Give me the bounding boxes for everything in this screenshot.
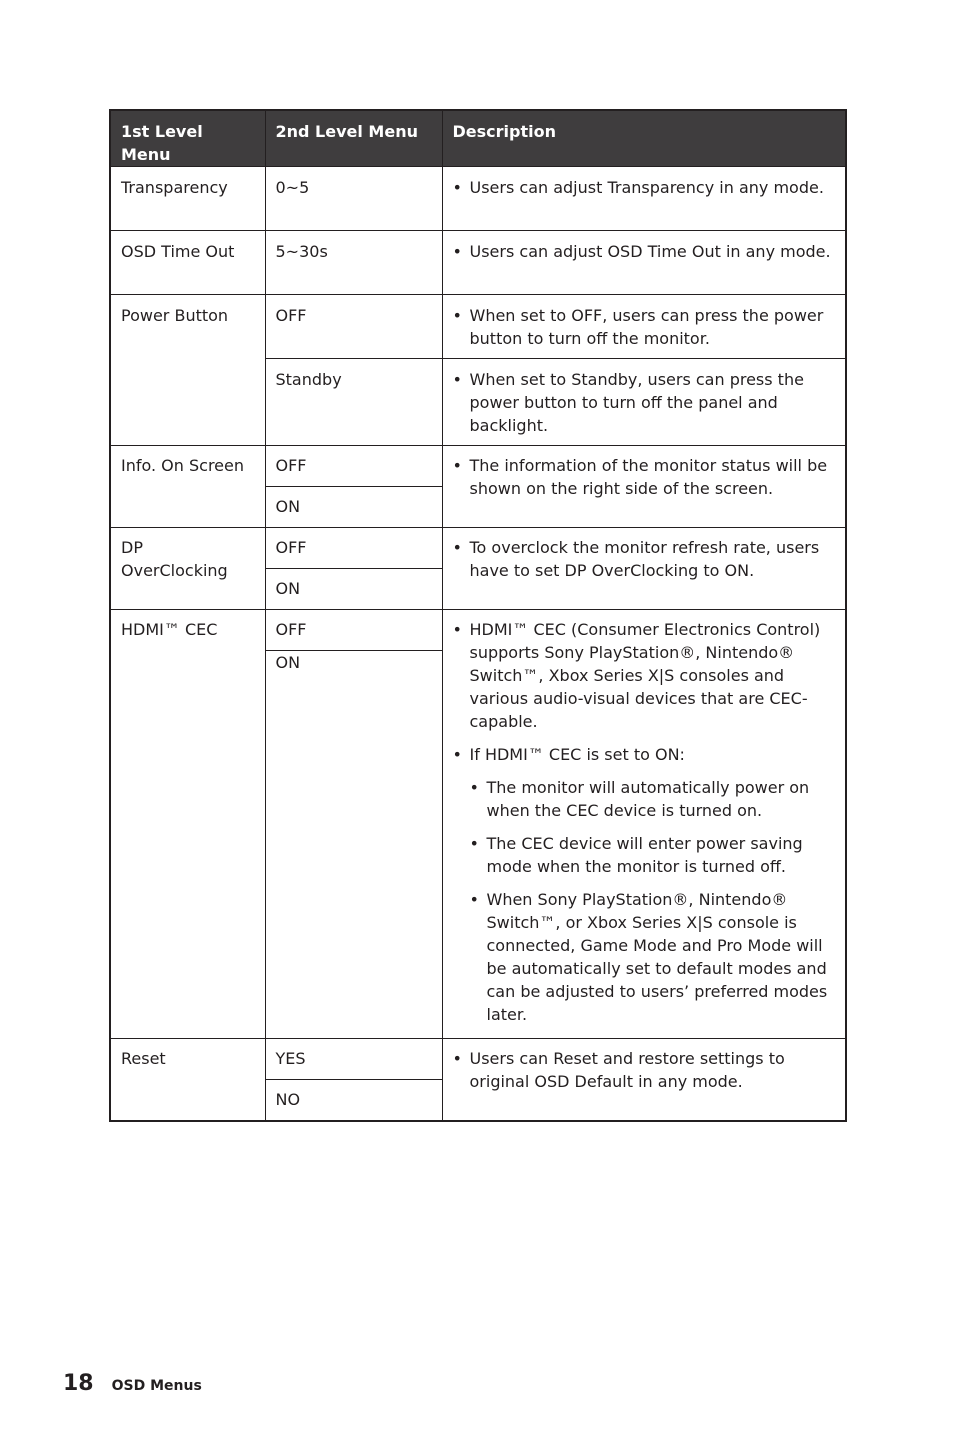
table-row-power-button-off [110, 295, 846, 359]
option-cell: ON [265, 487, 442, 528]
header-1st-level: 1st Level Menu [110, 110, 265, 167]
table-row-osd-time-out [110, 231, 846, 295]
description-cell [442, 610, 846, 1039]
description-cell [442, 231, 846, 295]
option-cell: OFF [265, 528, 442, 569]
page-footer [63, 1371, 202, 1396]
description-bullet: • When set to Standby, users can press the power button to turn off the panel and backlight. [453, 368, 836, 437]
description-cell [442, 167, 846, 231]
option-cell: 5~30s [265, 231, 442, 295]
description-bullet: • Users can adjust Transparency in any mode. [453, 176, 836, 199]
option-cell: ON [265, 651, 442, 1039]
option-cell: 0~5 [265, 167, 442, 231]
header-2nd-level: 2nd Level Menu [265, 110, 442, 167]
sub-bullet-list [470, 776, 836, 1026]
menu-cell: Reset [110, 1039, 265, 1121]
description-bullet-text: If HDMI™ CEC is set to ON: [469, 745, 685, 764]
menu-cell: OSD Time Out [110, 231, 265, 295]
option-cell: OFF [265, 446, 442, 487]
option-cell: NO [265, 1080, 442, 1121]
page-number: 18 [63, 1371, 94, 1396]
description-cell [442, 359, 846, 446]
table-row-dp-overclocking-off [110, 528, 846, 569]
section-title: OSD Menus [111, 1378, 202, 1394]
table-header-row [110, 110, 846, 167]
menu-cell: Transparency [110, 167, 265, 231]
option-cell: ON [265, 569, 442, 610]
table-row-transparency [110, 167, 846, 231]
sub-bullet: • The monitor will automatically power on when the CEC device is turned on. [470, 776, 836, 822]
osd-menu-table [109, 109, 847, 1122]
description-cell [442, 528, 846, 610]
option-cell: OFF [265, 610, 442, 651]
description-bullet: • Users can adjust OSD Time Out in any mode. [453, 240, 836, 263]
menu-cell: HDMI™ CEC [110, 610, 265, 1039]
sub-bullet: • When Sony PlayStation®, Nintendo® Switch™, or Xbox Series X|S console is connected, Game Mode and Pro Mode will be automatically set to default modes and can be adjusted to users’ preferred modes later. [470, 888, 836, 1026]
description-bullet [453, 743, 836, 1026]
table-row-info-on-screen-off [110, 446, 846, 487]
menu-cell: Info. On Screen [110, 446, 265, 528]
description-cell [442, 1039, 846, 1121]
menu-cell: Power Button [110, 295, 265, 446]
description-bullet: • HDMI™ CEC (Consumer Electronics Control) supports Sony PlayStation®, Nintendo® Switch™, Xbox Series X|S consoles and various audio-visual devices that are CEC-capable. [453, 618, 836, 733]
header-description: Description [442, 110, 846, 167]
description-bullet: • When set to OFF, users can press the power button to turn off the monitor. [453, 304, 836, 350]
description-cell [442, 446, 846, 528]
sub-bullet: • The CEC device will enter power saving mode when the monitor is turned off. [470, 832, 836, 878]
description-bullet: • To overclock the monitor refresh rate, users have to set DP OverClocking to ON. [453, 536, 836, 582]
menu-cell: DP OverClocking [110, 528, 265, 610]
description-bullet: • The information of the monitor status will be shown on the right side of the screen. [453, 454, 836, 500]
description-cell [442, 295, 846, 359]
option-cell: Standby [265, 359, 442, 446]
option-cell: OFF [265, 295, 442, 359]
table-row-reset-yes [110, 1039, 846, 1080]
table-row-hdmi-cec-off [110, 610, 846, 651]
description-bullet: • Users can Reset and restore settings to original OSD Default in any mode. [453, 1047, 836, 1093]
option-cell: YES [265, 1039, 442, 1080]
